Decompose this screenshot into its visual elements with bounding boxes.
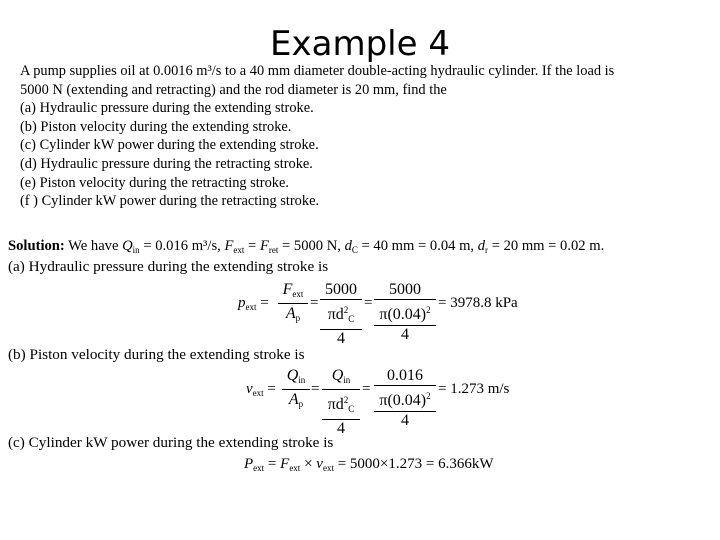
slide-title: Example 4 [270, 24, 450, 64]
problem-item-f: (f ) Cylinder kW power during the retracting stroke. [20, 193, 320, 210]
solution-given: Solution: We have $Q_{in} = 0.016$ m³/s, $F_{ext} = F_{ret} = 5000$ N, $d_C = 40$ mm = 0.04 m, $d_r = 20$ mm = 0.02 m. [8, 238, 605, 255]
given-d-r: = 20 mm = 0.02 m. [491, 238, 605, 254]
problem-item-c: (c) Cylinder kW power during the extending stroke. [20, 137, 319, 154]
given-q-in: = 0.016 m³/s, [143, 238, 221, 254]
eq-a-frac3: 5000 $\pi(0.04)^2$ 4 [374, 281, 436, 344]
solution-we-have: We have [68, 238, 119, 254]
eq-c-result: = 5000×1.273 = 6.366kW [337, 456, 494, 472]
section-a-heading: (a) Hydraulic pressure during the extending stroke is [8, 258, 329, 275]
solution-label: Solution: [8, 238, 65, 254]
given-f-ext: = [248, 238, 257, 254]
section-c-heading: (c) Cylinder kW power during the extending stroke is [8, 434, 334, 451]
section-b-heading: (b) Piston velocity during the extending stroke is [8, 346, 305, 363]
eq-a-frac1: $F_{ext}$ $A_p$ [278, 281, 308, 328]
eq-a-result: = 3978.8 kPa [438, 295, 518, 311]
given-d-c: = 40 mm = 0.04 m, [361, 238, 475, 254]
problem-statement [20, 62, 710, 211]
problem-item-b: (b) Piston velocity during the extending stroke. [20, 118, 292, 135]
eq-a-frac2: 5000 $\pi d^2_C$ 4 [320, 281, 362, 348]
problem-item-e: (e) Piston velocity during the retracting stroke. [20, 174, 289, 191]
eq-b-frac2: $Q_{in}$ $\pi d^2_C$ 4 [322, 367, 360, 438]
problem-line-2: 5000 N (extending and retracting) and the rod diameter is 20 mm, find the [20, 81, 447, 98]
eq-a-lhs: $p_{ext}$ = [238, 295, 269, 312]
problem-line-1: A pump supplies oil at 0.0016 m³/s to a 40 mm diameter double-acting hydraulic cylinder. If the load is [20, 63, 615, 79]
problem-item-a: (a) Hydraulic pressure during the extending stroke. [20, 100, 314, 117]
eq-b-result: = 1.273 m/s [438, 381, 510, 397]
eq-b-frac3: 0.016 $\pi(0.04)^2$ 4 [374, 367, 436, 430]
given-f-ret: = 5000 N, [282, 238, 341, 254]
problem-item-d: (d) Hydraulic pressure during the retracting stroke. [20, 155, 313, 172]
equation-c: $P_{ext} = F_{ext} \times v_{ext} = 5000\times 1.273 = 6.366kW$ [244, 456, 494, 473]
eq-b-frac1: $Q_{in}$ $A_p$ [282, 367, 310, 414]
eq-b-lhs: $v_{ext}$ = [246, 381, 276, 398]
